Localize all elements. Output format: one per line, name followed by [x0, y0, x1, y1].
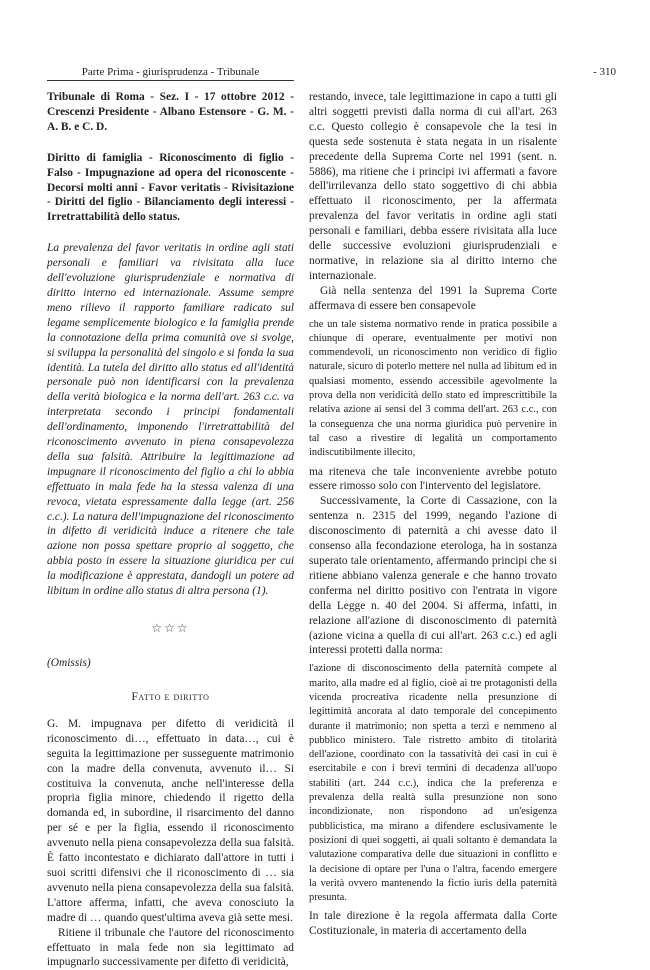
omissis-label: (Omissis) [47, 657, 91, 669]
headnote-keywords: Diritto di famiglia - Riconoscimento di figlio - Falso - Impugnazione ad opera del riconoscente - Decorsi molti anni - Favor veritatis - Rivisitazione - Diritti del figlio - Bilanciamento degli interessi - Irretrattabilità dello status. [47, 151, 294, 224]
body-paragraph-5: In tale direzione è la regola affermata dalla Corte Costituzionale, in materia di accertamento della [309, 910, 557, 938]
block-quote-1: che un tale sistema normativo rende in pratica possibile a chiunque di operare, eventualmente per motivi non commendevoli, un riconoscimento non veridico di figlio naturale, sicuro di poterlo mettere nel nulla ad libitum ed in qualsiasi momento, essendo accessibile agevolmente la prova della non veridicità dello stato ed imprescrittibile la relativa azione ai sensi del 3 comma dell'art. 263 c.c., con la conseguenza che una norma giuridica può pervenire in tal caso a rivestire di legalità un comportamento indiscutibilmente illecito, [309, 318, 557, 459]
facts-paragraph-2: Ritiene il tribunale che l'autore del riconoscimento effettuato in mala fede non sia legittimato ad impugnarlo successivamente per difetto di veridicità, [47, 926, 294, 969]
block-quote-2: l'azione di disconoscimento della paternità compete al marito, alla madre ed al figlio, cioè ai tre protagonisti della vicenda procreativa ricadente nella presunzione di legittimità ancorata al dato temporale del concepimento durante il matrimonio; non spetta a terzi e nemmeno al pubblico ministero. Tale ristretto ambito di titolarità dell'azione, coordinato con la tassatività dei casi in cui è esercitabile e con i brevi termini di decadenza all'uopo stabiliti (art. 244 c.c.), indica che la preferenza e prevalenza della realtà sulla presunzione non sono incondizionate, non rispondono ad un'esigenza pubblicistica, ma mirano a difendere esclusivamente le posizioni di quei soggetti, ai quali soltanto è demandata la valutazione comparativa delle due situazioni in conflitto e la decisione di optare per l'una o l'altra, facendo emergere la verità ovvero mantenendo la fictio iuris della paternità presunta. [309, 663, 557, 904]
body-paragraph-4: Successivamente, la Corte di Cassazione, con la sentenza n. 2315 del 1999, negando l'azione di disconoscimento di paternità a chi avesse dato il consenso alla fecondazione eterologa, ha in sostanza superato tale orientamento, affermando principi che si ritiene abbiano valenza generale e che hanno trovato conferma nel diritto positivo con l'entrata in vigore della Legge n. 40 del 2004. Si afferma, infatti, in relazione all'azione di disconoscimento di paternità (azione vicina a quella di cui all'art. 263 c.c.) ed agli interessi protetti dalla norma: [309, 495, 557, 657]
section-separator-stars: ☆☆☆ [151, 621, 190, 635]
headnote-abstract: La prevalenza del favor veritatis in ordine agli stati personali e familiari va rivisitata alla luce dell'evoluzione giurisprudenziale e normativa di diritto interno ed internazionale. Assume sempre meno rilievo il rapporto familiare radicato sul legame semplicemente biologico e la famiglia prende la connotazione della prima comunità ove si svolge, si sviluppa la personalità del singolo e si fonda la sua identità. La tutela del diritto allo status ed all'identità personale può non identificarsi con la prevalenza della verità biologica e la norma dell'art. 263 c.c. va interpretata secondo i principi fondamentali dell'ordinamento, imponendo l'irretrattabilità del riconoscimento avvenuto in piena consapevolezza della sua falsità. Attribuire la legittimazione ad impugnare il riconoscimento del figlio a chi lo abbia effettuato in mala fede ha la stessa valenza di una revoca, vietata espressamente dalla legge (art. 256 c.c.). La natura dell'impugnazione del riconoscimento in difetto di veridicità induce a ritenere che tale azione non possa spettare proprio al soggetto, che abbia posto in essere la situazione giuridica per cui la modificazione è apprestata, dandogli un potere ad libitum in ordine allo status di altra persona (1). [47, 242, 294, 598]
case-citation: Tribunale di Roma - Sez. I - 17 ottobre 2012 - Crescenzi Presidente - Albano Estensore - G. M. - A. B. e C. D. [47, 91, 294, 133]
page-number: - 310 [593, 66, 616, 78]
body-paragraph-1: restando, invece, tale legittimazione in capo a tutti gli altri soggetti previsti dalla norma di cui all'art. 263 c.c. Questo collegio è consapevole che la tesi in questa sede sostenuta è stata negata in un risalente precedente della Suprema Corte nel 1991 (sent. n. 5886), ma ritiene che i principi ivi affermati a favore dell'irrilevanza dello stato soggettivo di chi abbia effettuato il riconoscimento, per la affermata prevalenza del favor veritatis in ordine agli stati personali e familiari, debba essere rivisitata alla luce delle successive evoluzioni giurisprudenziali e normative, in relazione sia al diritto interno che internazionale. [309, 91, 557, 282]
right-column [309, 90, 557, 939]
section-heading: Fatto e diritto [131, 690, 210, 703]
left-column [47, 90, 294, 970]
body-paragraph-3: ma riteneva che tale inconveniente avrebbe potuto essere rimosso solo con l'intervento del legislatore. [309, 465, 557, 493]
running-header: Parte Prima - giurisprudenza - Tribunale [47, 66, 294, 81]
body-paragraph-2: Già nella sentenza del 1991 la Suprema Corte affermava di essere ben consapevole [309, 284, 557, 312]
facts-paragraph-1: G. M. impugnava per difetto di veridicità il riconoscimento di…, effettuato in data…, cui è seguita la legittimazione per susseguente matrimonio con la madre della convenuta, avvenuto il… Si costituiva la convenuta, anche nell'interesse della propria figlia minore, chiedendo il rigetto della domanda ed, in subordine, il risarcimento del danno per sé e per la figlia, essendo il riconoscimento avvenuto nella piena consapevolezza della sua falsità. È fatto incontestato e dichiarato dall'attore in tutti i suoi scritti difensivi che il riconoscimento di … sia avvenuto nella piena consapevolezza della sua falsità. L'attore afferma, infatti, che aveva conosciuto la madre di … quando quest'ultima aveva già sette mesi. [47, 717, 294, 924]
